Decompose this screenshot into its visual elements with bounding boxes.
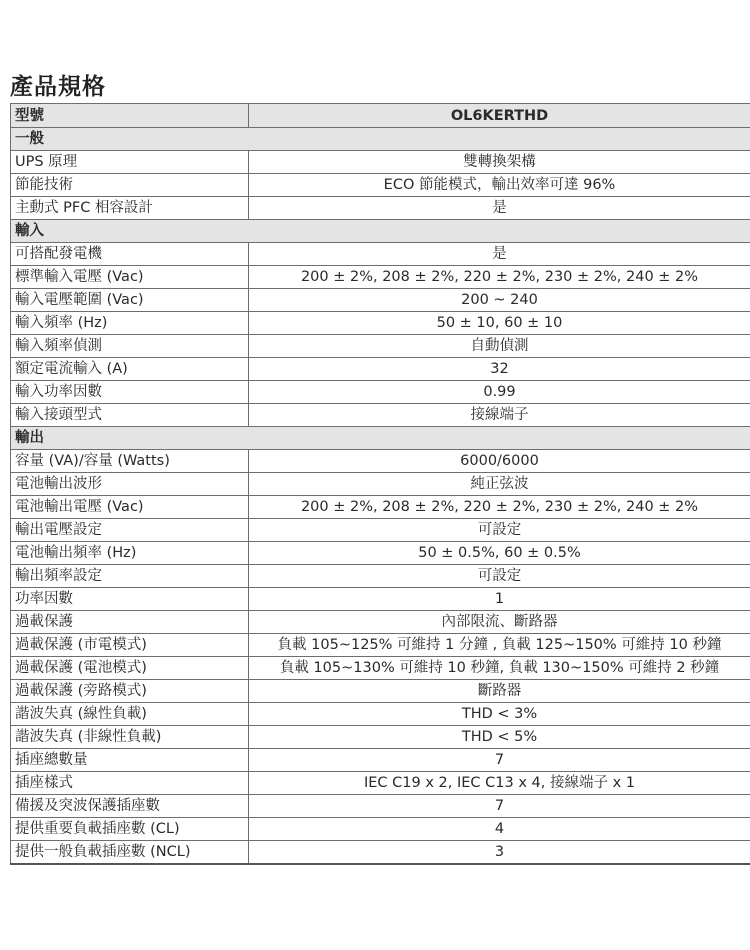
spec-value: THD < 3%	[249, 703, 750, 726]
spec-label: 輸入電壓範圍 (Vac)	[11, 289, 249, 312]
table-row	[11, 680, 750, 703]
table-header-row	[11, 104, 750, 128]
spec-value: 負載 105~125% 可維持 1 分鐘 , 負載 125~150% 可維持 10 秒鐘	[249, 634, 750, 657]
table-row	[11, 542, 750, 565]
table-row	[11, 312, 750, 335]
spec-value: 200 ± 2%, 208 ± 2%, 220 ± 2%, 230 ± 2%, 240 ± 2%	[249, 266, 750, 289]
spec-label: 過載保護 (電池模式)	[11, 657, 249, 680]
table-row	[11, 841, 750, 865]
table-row	[11, 726, 750, 749]
spec-label: 輸出頻率設定	[11, 565, 249, 588]
section-row	[11, 220, 750, 243]
spec-value: 純正弦波	[249, 473, 750, 496]
table-row	[11, 749, 750, 772]
section-title: 一般	[11, 128, 750, 151]
table-row	[11, 772, 750, 795]
spec-value: 是	[249, 197, 750, 220]
spec-label: 輸出電壓設定	[11, 519, 249, 542]
table-row	[11, 565, 750, 588]
table-row	[11, 657, 750, 680]
spec-value: 內部限流、斷路器	[249, 611, 750, 634]
spec-label: 標準輸入電壓 (Vac)	[11, 266, 249, 289]
spec-value: 200 ~ 240	[249, 289, 750, 312]
spec-value: 50 ± 10, 60 ± 10	[249, 312, 750, 335]
table-row	[11, 266, 750, 289]
page-title: 產品規格	[10, 74, 106, 100]
spec-value: 32	[249, 358, 750, 381]
table-row	[11, 381, 750, 404]
spec-table-body	[11, 104, 750, 865]
spec-label: 插座樣式	[11, 772, 249, 795]
table-row	[11, 496, 750, 519]
table-row	[11, 450, 750, 473]
spec-value: 接線端子	[249, 404, 750, 427]
spec-label: 提供一般負載插座數 (NCL)	[11, 841, 249, 865]
spec-label: 插座總數量	[11, 749, 249, 772]
spec-value: 0.99	[249, 381, 750, 404]
spec-label: 備援及突波保護插座數	[11, 795, 249, 818]
section-row	[11, 128, 750, 151]
table-row	[11, 588, 750, 611]
spec-table	[10, 103, 750, 865]
spec-label: 電池輸出電壓 (Vac)	[11, 496, 249, 519]
spec-value: 1	[249, 588, 750, 611]
spec-value: THD < 5%	[249, 726, 750, 749]
spec-value: 6000/6000	[249, 450, 750, 473]
table-row	[11, 634, 750, 657]
spec-value: 負載 105~130% 可維持 10 秒鐘, 負載 130~150% 可維持 2 秒鐘	[249, 657, 750, 680]
table-row	[11, 519, 750, 542]
spec-label: 主動式 PFC 相容設計	[11, 197, 249, 220]
spec-value: 是	[249, 243, 750, 266]
spec-value: 4	[249, 818, 750, 841]
model-label: 型號	[11, 104, 249, 128]
spec-value: 斷路器	[249, 680, 750, 703]
table-row	[11, 289, 750, 312]
spec-value: 200 ± 2%, 208 ± 2%, 220 ± 2%, 230 ± 2%, 240 ± 2%	[249, 496, 750, 519]
spec-value: 50 ± 0.5%, 60 ± 0.5%	[249, 542, 750, 565]
table-row	[11, 703, 750, 726]
section-title: 輸出	[11, 427, 750, 450]
table-row	[11, 174, 750, 197]
section-title: 輸入	[11, 220, 750, 243]
spec-label: 輸入頻率偵測	[11, 335, 249, 358]
spec-value: 雙轉換架構	[249, 151, 750, 174]
spec-label: 節能技術	[11, 174, 249, 197]
spec-label: 過載保護	[11, 611, 249, 634]
spec-label: 額定電流輸入 (A)	[11, 358, 249, 381]
table-row	[11, 197, 750, 220]
spec-label: 過載保護 (旁路模式)	[11, 680, 249, 703]
model-value: OL6KERTHD	[249, 104, 750, 128]
spec-value: 7	[249, 795, 750, 818]
spec-label: 電池輸出頻率 (Hz)	[11, 542, 249, 565]
spec-label: 輸入接頭型式	[11, 404, 249, 427]
section-row	[11, 427, 750, 450]
spec-label: 輸入功率因數	[11, 381, 249, 404]
table-row	[11, 473, 750, 496]
spec-label: 電池輸出波形	[11, 473, 249, 496]
spec-label: 輸入頻率 (Hz)	[11, 312, 249, 335]
spec-value: IEC C19 x 2, IEC C13 x 4, 接線端子 x 1	[249, 772, 750, 795]
spec-value: ECO 節能模式，輸出效率可達 96%	[249, 174, 750, 197]
table-row	[11, 818, 750, 841]
table-row	[11, 611, 750, 634]
spec-value: 7	[249, 749, 750, 772]
spec-value: 可設定	[249, 565, 750, 588]
spec-label: 容量 (VA)/容量 (Watts)	[11, 450, 249, 473]
table-row	[11, 795, 750, 818]
table-row	[11, 335, 750, 358]
spec-value: 3	[249, 841, 750, 865]
spec-value: 可設定	[249, 519, 750, 542]
spec-label: 諧波失真 (非線性負載)	[11, 726, 249, 749]
spec-label: 提供重要負載插座數 (CL)	[11, 818, 249, 841]
spec-label: 過載保護 (市電模式)	[11, 634, 249, 657]
table-row	[11, 358, 750, 381]
spec-label: 諧波失真 (線性負載)	[11, 703, 249, 726]
spec-value: 自動偵測	[249, 335, 750, 358]
spec-label: 功率因數	[11, 588, 249, 611]
table-row	[11, 243, 750, 266]
table-row	[11, 151, 750, 174]
spec-label: UPS 原理	[11, 151, 249, 174]
spec-label: 可搭配發電機	[11, 243, 249, 266]
table-row	[11, 404, 750, 427]
